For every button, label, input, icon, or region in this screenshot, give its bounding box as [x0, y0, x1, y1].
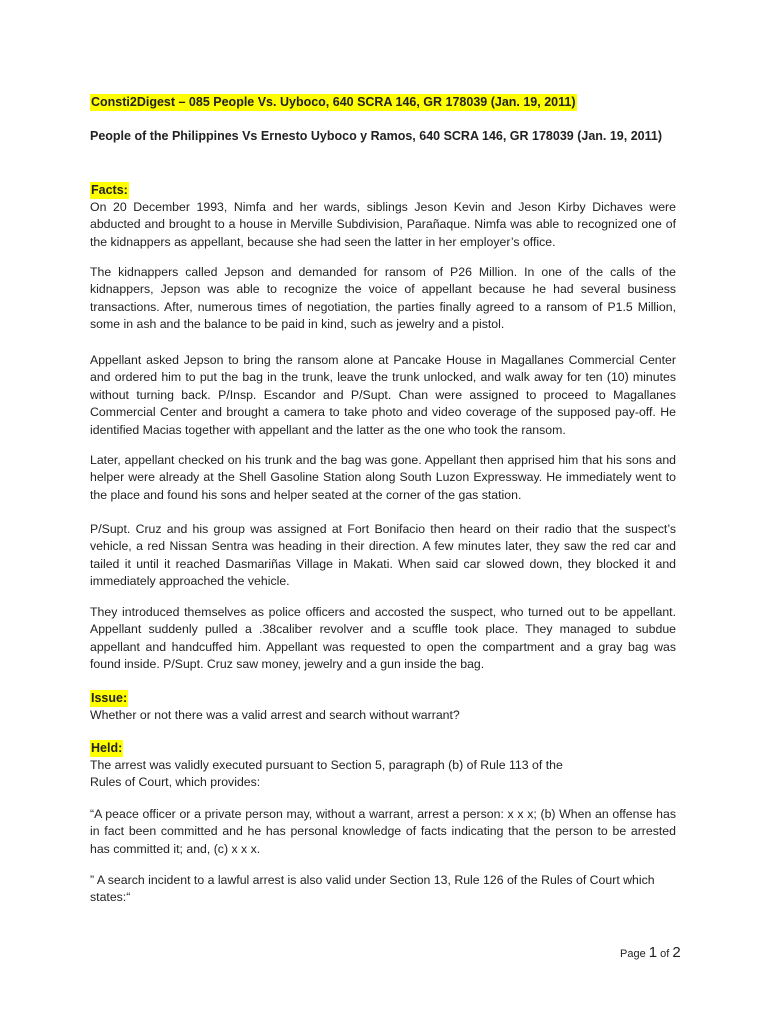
facts-heading: Facts:: [91, 183, 128, 197]
facts-paragraph-5-block: [90, 521, 676, 591]
case-title: People of the Philippines Vs Ernesto Uyboco y Ramos, 640 SCRA 146, GR 178039 (Jan. 19, 2011): [90, 129, 662, 143]
held-quote-2: ” A search incident to a lawful arrest is also valid under Section 13, Rule 126 of the Rules of Court which states:“: [90, 873, 655, 905]
facts-paragraph-4-block: [90, 452, 676, 504]
held-line-1: The arrest was validly executed pursuant to Section 5, paragraph (b) of Rule 113 of the: [90, 758, 563, 772]
held-section: [90, 739, 676, 792]
issue-heading: Issue:: [91, 691, 128, 705]
current-page-number: 1: [648, 944, 658, 961]
held-quote-1: “A peace officer or a private person may, without a warrant, arrest a person: x x x; (b) When an offense has in fact been committed and he has personal knowledge of facts indicating that the person to be arrested has committed it; and, (c) x x x.: [90, 807, 676, 856]
facts-paragraph-2: The kidnappers called Jepson and demanded for ransom of P26 Million. In one of the calls of the kidnappers, Jepson was able to recognize the voice of appellant because he had several business transactions. After, numerous times of negotiation, the parties finally agreed to a ransom of P1.5 Million, some in ash and the balance to be paid in kind, such as jewelry and a pistol.: [90, 265, 676, 332]
issue-section: [90, 689, 676, 724]
held-quote-1-block: [90, 806, 676, 858]
document-page: [90, 0, 676, 1024]
facts-paragraph-5: P/Supt. Cruz and his group was assigned at Fort Bonifacio then heard on their radio that the suspect’s vehicle, a red Nissan Sentra was heading in their direction. A few minutes later, they saw the red car and tailed it until it reached Dasmariñas Village in Makati. When said car slowed down, they blocked it and immediately approached the vehicle.: [90, 522, 676, 589]
total-pages-number: 2: [672, 944, 681, 961]
digest-title: Consti2Digest – 085 People Vs. Uyboco, 640 SCRA 146, GR 178039 (Jan. 19, 2011): [91, 95, 576, 109]
facts-paragraph-3-block: [90, 352, 676, 439]
facts-paragraph-4: Later, appellant checked on his trunk and the bag was gone. Appellant then apprised him that his sons and helper were already at the Shell Gasoline Station along South Luzon Expressway. He immediately went to the place and found his sons and helper seated at the corner of the gas station.: [90, 453, 676, 502]
held-heading: Held:: [91, 741, 123, 755]
issue-text: Whether or not there was a valid arrest and search without warrant?: [90, 708, 460, 722]
of-label: of: [660, 948, 670, 960]
facts-paragraph-1: On 20 December 1993, Nimfa and her wards, siblings Jeson Kevin and Jeson Kirby Dichaves were abducted and brought to a house in Merville Subdivision, Parañaque. Nimfa was able to recognized one of the kidnappers as appellant, because she had seen the latter in her employer’s office.: [90, 200, 676, 249]
facts-paragraph-3: Appellant asked Jepson to bring the ransom alone at Pancake House in Magallanes Commercial Center and ordered him to put the bag in the trunk, leave the trunk unlocked, and walk away for ten (10) minutes without turning back. P/Insp. Escandor and P/Supt. Chan were assigned to proceed to Magallanes Commercial Center and brought a camera to take photo and video coverage of the supposed pay-off. He identified Macias together with appellant and the latter as the one who took the ransom.: [90, 353, 676, 437]
facts-section: [90, 181, 676, 251]
facts-paragraph-2-block: [90, 264, 676, 334]
facts-paragraph-6: They introduced themselves as police officers and accosted the suspect, who turned out to be appellant. Appellant suddenly pulled a .38caliber revolver and a scuffle took place. They managed to subdue appellant and handcuffed him. Appellant was requested to open the compartment and a gray bag was found inside. P/Supt. Cruz saw money, jewelry and a gun inside the bag.: [90, 605, 676, 672]
held-quote-2-block: [90, 872, 676, 907]
page-label: Page: [620, 948, 646, 960]
held-line-2: Rules of Court, which provides:: [90, 775, 261, 790]
facts-paragraph-6-block: [90, 604, 676, 674]
page-footer: [620, 944, 681, 963]
